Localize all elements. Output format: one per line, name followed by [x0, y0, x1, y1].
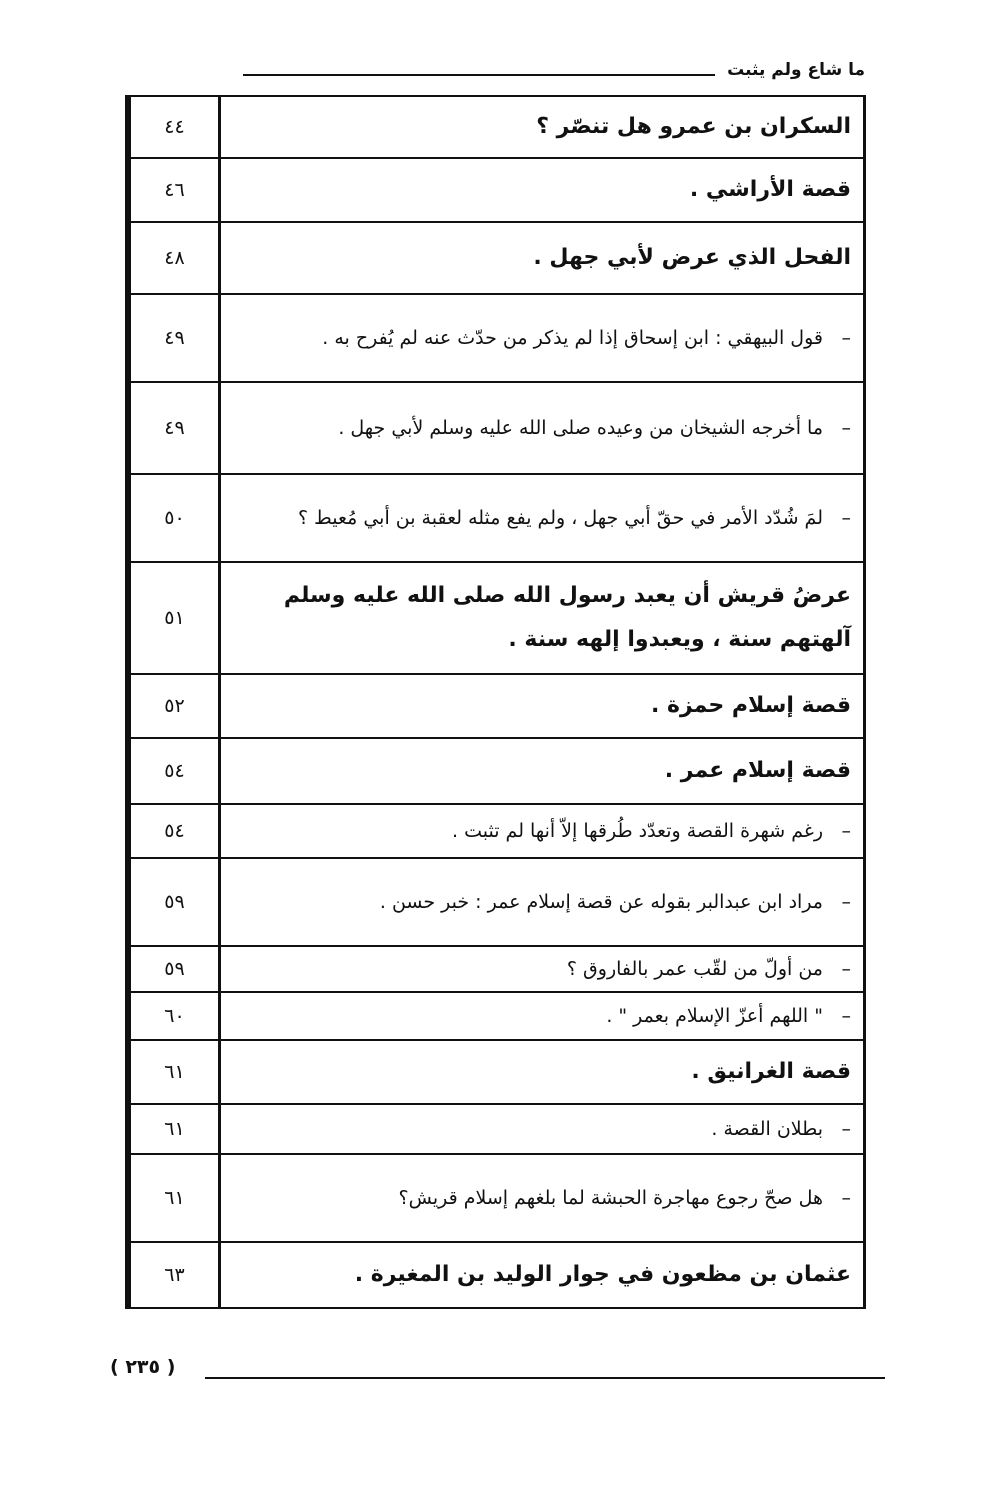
entry-title: قصة الغرانيق . — [691, 1059, 851, 1084]
table-row — [128, 295, 863, 383]
table-row — [128, 993, 863, 1041]
table-row — [128, 475, 863, 563]
dash-bullet: – — [841, 891, 851, 913]
entry-title: هل صحّ رجوع مهاجرة الحبشة لما بلغهم إسلام قريش؟ — [398, 1187, 823, 1209]
entry-page-number: ٤٩ — [128, 295, 221, 381]
entry-page-number: ٤٩ — [128, 383, 221, 473]
entry-subheading — [221, 993, 863, 1039]
entry-title: مراد ابن عبدالبر بقوله عن قصة إسلام عمر : خبر حسن . — [379, 891, 823, 913]
entry-heading — [221, 675, 863, 737]
entry-title: الفحل الذي عرض لأبي جهل . — [533, 245, 851, 270]
entry-subheading — [221, 475, 863, 561]
dash-bullet: – — [841, 417, 851, 439]
page-number: ( ٢٣٥ ) — [110, 1356, 176, 1378]
header-rule — [243, 74, 715, 76]
dash-bullet: – — [841, 1118, 851, 1140]
entry-title: رغم شهرة القصة وتعدّد طُرقها إلاّ أنها لم تثبت . — [452, 820, 823, 842]
dash-bullet: – — [841, 327, 851, 349]
table-row — [128, 383, 863, 475]
entry-page-number: ٥٩ — [128, 947, 221, 991]
entry-page-number: ٥٢ — [128, 675, 221, 737]
entry-heading — [221, 563, 863, 673]
entry-subheading — [221, 947, 863, 991]
entry-subheading — [221, 383, 863, 473]
entry-page-number: ٦١ — [128, 1155, 221, 1241]
entry-title: بطلان القصة . — [711, 1118, 823, 1140]
table-row — [128, 563, 863, 675]
dash-bullet: – — [841, 820, 851, 842]
entry-page-number: ٦١ — [128, 1105, 221, 1153]
running-head — [125, 58, 865, 88]
page-footer — [110, 1356, 885, 1386]
entry-page-number: ٤٤ — [128, 97, 221, 157]
entry-heading — [221, 97, 863, 157]
table-row — [128, 1041, 863, 1105]
table-row — [128, 805, 863, 859]
entry-title: عثمان بن مظعون في جوار الوليد بن المغيرة . — [354, 1262, 851, 1287]
dash-bullet: – — [841, 1005, 851, 1027]
dash-bullet: – — [841, 507, 851, 529]
entry-title: قصة الأراشي . — [689, 177, 851, 202]
entry-page-number: ٥٠ — [128, 475, 221, 561]
entry-title: قول البيهقي : ابن إسحاق إذا لم يذكر من حدّث عنه لم يُفرح به . — [322, 327, 823, 349]
entry-page-number: ٥١ — [128, 563, 221, 673]
entry-page-number: ٤٨ — [128, 223, 221, 293]
table-row — [128, 947, 863, 993]
entry-subheading — [221, 805, 863, 857]
running-head-title: ما شاع ولم يثبت — [727, 60, 865, 80]
entry-title: لمَ شُدّد الأمر في حقّ أبي جهل ، ولم يفع مثله لعقبة بن أبي مُعيط ؟ — [298, 507, 823, 529]
entry-heading — [221, 159, 863, 221]
entry-page-number: ٦٠ — [128, 993, 221, 1039]
table-row — [128, 859, 863, 947]
entry-title: قصة إسلام عمر . — [664, 758, 851, 783]
entry-page-number: ٥٩ — [128, 859, 221, 945]
entry-page-number: ٥٤ — [128, 805, 221, 857]
footer-rule — [205, 1377, 885, 1379]
table-row — [128, 739, 863, 805]
table-row — [128, 675, 863, 739]
entry-subheading — [221, 1155, 863, 1241]
entry-heading — [221, 1041, 863, 1103]
entry-title: " اللهم أعزّ الإسلام بعمر " . — [606, 1005, 823, 1027]
entry-title: عرضُ قريش أن يعبد رسول الله صلى الله عليه وسلم آلهتهم سنة ، ويعبدوا إلهه سنة . — [283, 583, 851, 652]
entry-heading — [221, 739, 863, 803]
entry-title: ما أخرجه الشيخان من وعيده صلى الله عليه وسلم لأبي جهل . — [338, 417, 823, 439]
contents-table — [125, 95, 866, 1309]
entry-heading — [221, 223, 863, 293]
dash-bullet: – — [841, 958, 851, 980]
table-row — [128, 1243, 863, 1307]
entry-page-number: ٤٦ — [128, 159, 221, 221]
entry-page-number: ٦١ — [128, 1041, 221, 1103]
entry-page-number: ٦٣ — [128, 1243, 221, 1307]
entry-title: من أولّ من لقّب عمر بالفاروق ؟ — [566, 958, 823, 980]
entry-title: السكران بن عمرو هل تنصّر ؟ — [536, 114, 851, 139]
table-row — [128, 1105, 863, 1155]
entry-page-number: ٥٤ — [128, 739, 221, 803]
table-row — [128, 159, 863, 223]
entry-title: قصة إسلام حمزة . — [650, 693, 851, 718]
dash-bullet: – — [841, 1187, 851, 1209]
entry-subheading — [221, 859, 863, 945]
table-row — [128, 1155, 863, 1243]
table-row — [128, 97, 863, 159]
entry-subheading — [221, 1105, 863, 1153]
entry-subheading — [221, 295, 863, 381]
entry-heading — [221, 1243, 863, 1307]
table-row — [128, 223, 863, 295]
